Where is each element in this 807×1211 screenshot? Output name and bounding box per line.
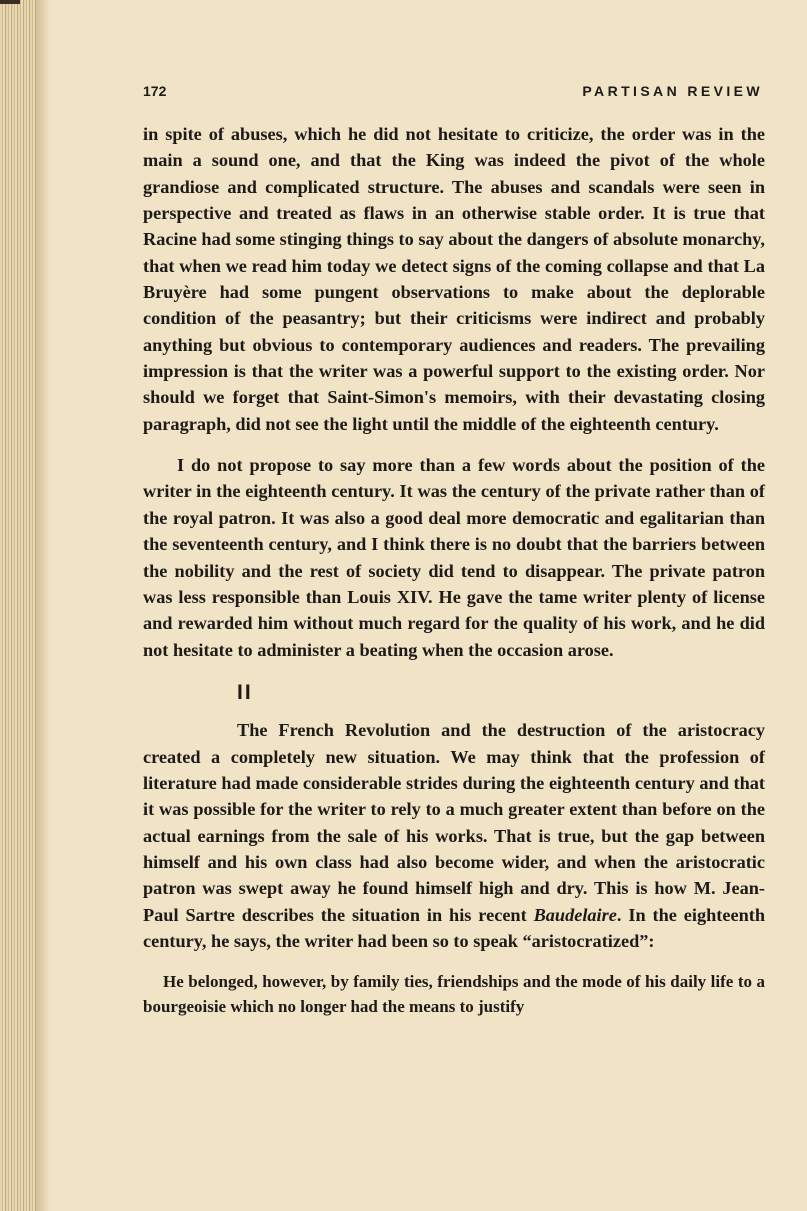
page-edge-gutter	[0, 0, 36, 1211]
section-heading: II	[237, 680, 253, 704]
paragraph-1: in spite of abuses, which he did not hesitate to criticize, the order was in the main a sound one, and that the King was indeed the pivot of the whole grandiose and complicated structure. The abuses and scandals were seen in perspective and treated as flaws in an otherwise stable order. It is true that Racine had some stinging things to say about the dangers of absolute monarchy, that when we read him today we detect signs of the coming collapse and that La Bruyère had some pungent observations to make about the deplorable condition of the peasantry; but their criticisms were indirect and probably anything but obvious to contemporary audiences and readers. The prevailing impression is that the writer was a powerful support to the existing order. Nor should we forget that Saint-Simon's memoirs, with their devastating closing paragraph, did not see the light until the middle of the eighteenth century.	[143, 124, 765, 434]
paragraph-3-text-a: The French Revolution and the destruction of the aristocracy created a completely new situation. We may think that the profession of literature had made considerable strides during the eighteenth century and that it was possible for the writer to rely to a much greater extent than before on the actual earnings from the sale of his works. That is true, but the gap between himself and his own class had also become wider, and when the aristocratic patron was swept away he found himself high and dry. This is how M. Jean-Paul Sartre describes the situation in his recent	[143, 720, 765, 925]
body-text	[143, 121, 765, 1019]
paragraph-3-text-b: . In the eighteenth century, he says, the writer had been so to speak “aristocratized”:	[143, 904, 765, 951]
paragraph-3	[143, 717, 765, 954]
running-head	[143, 83, 763, 103]
paragraph-2: I do not propose to say more than a few words about the position of the writer in the eighteenth century. It was the century of the private rather than of the royal patron. It was also a good deal more democratic and egalitarian than the seventeenth century, and I think there is no doubt that the barriers between the nobility and the rest of society did tend to disappear. The private patron was less responsible than Louis XIV. He gave the tame writer plenty of license and rewarded him without much regard for the quality of his work, and he did not hesitate to administer a beating when the occasion arose.	[143, 455, 765, 660]
corner-mark	[0, 0, 20, 4]
book-title-baudelaire: Baudelaire	[533, 904, 617, 925]
binding-shadow	[36, 0, 50, 1211]
journal-title: PARTISAN REVIEW	[582, 83, 763, 99]
page-number: 172	[143, 83, 167, 99]
block-quote: He belonged, however, by family ties, friendships and the mode of his daily life to a bourgeoisie which no longer had the means to justify	[143, 972, 765, 1017]
